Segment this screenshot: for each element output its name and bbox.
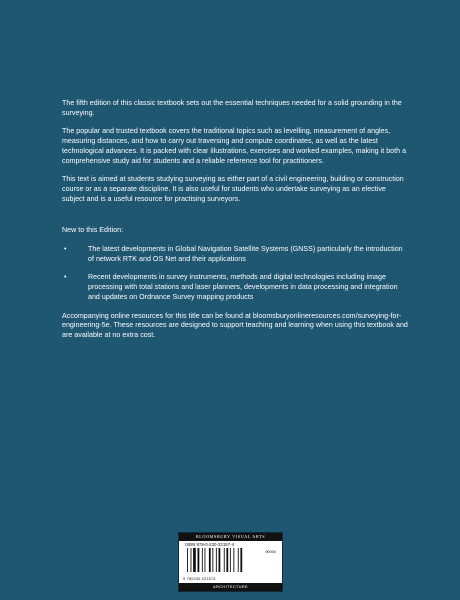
barcode-stripe <box>209 548 211 572</box>
barcode-stripe <box>219 548 221 572</box>
list-item <box>62 245 410 264</box>
intro-paragraph: The fifth edition of this classic textbook sets out the essential techniques needed for a solid grounding in the surveying. <box>62 99 402 117</box>
barcode-stripe <box>193 548 196 572</box>
barcode-panel <box>178 532 283 592</box>
list-item-text: The latest developments in Global Navigation Satellite Systems (GNSS) particularly the introduction of network RTK and OS Net and their applications <box>88 245 403 263</box>
barcode-digits: 9 780230 221574 <box>183 577 216 581</box>
list-item-text: Recent developments in survey instruments, methods and digital technologies including image processing with total stations and laser planners, developments in data processing and integration and updates on Ordnance Survey mapping products <box>88 273 398 301</box>
barcode-stripe <box>202 548 203 572</box>
barcode-stripe <box>191 548 192 572</box>
price-code: 90000 <box>265 550 276 554</box>
subject-category: ARCHITECTURE <box>179 583 282 591</box>
barcode-stripe <box>187 548 188 572</box>
back-cover-blurb <box>62 99 410 350</box>
audience-paragraph: This text is aimed at students studying surveying as either part of a civil engineering, building or construction course or as a separate discipline. It is also useful for students who undertake surveying as an elective subject and is a useful resource for practising surveyors. <box>62 175 404 203</box>
bullet-icon: • <box>64 273 67 282</box>
list-item <box>62 273 410 302</box>
barcode-area <box>183 548 278 581</box>
barcode-stripe <box>224 548 225 572</box>
barcode-stripe <box>230 548 231 572</box>
online-resources-paragraph: Accompanying online resources for this title can be found at bloomsburyonlineresources.com/surveying-for-engineering-5e. These resources are designed to support teaching and learning when using this textbook and are available at no extra cost. <box>62 311 408 339</box>
barcode-stripe <box>226 548 228 572</box>
publisher-name: BLOOMSBURY VISUAL ARTS <box>179 533 282 541</box>
new-edition-list <box>62 245 410 303</box>
isbn-label: ISBN 978-0-230-22157-4 <box>185 542 235 547</box>
barcode-stripe <box>233 548 234 572</box>
bullet-icon: • <box>64 245 67 254</box>
new-edition-heading: New to this Edition: <box>62 226 124 235</box>
barcode-bars <box>183 548 263 574</box>
barcode-stripe <box>240 548 242 572</box>
barcode-stripe <box>212 548 213 572</box>
topics-paragraph: The popular and trusted textbook covers the traditional topics such as levelling, measurement of angles, measuring distances, and how to carry out traversing and compute coordinates, as well as the latest technological advances. It is packed with clear illustrations, exercises and worked examples, making it both a comprehensive study aid for students and a reliable reference tool for practitioners. <box>62 127 407 165</box>
barcode-stripe <box>238 548 239 572</box>
barcode-stripe <box>205 548 206 572</box>
spacer <box>62 213 410 226</box>
barcode-stripe <box>198 548 200 572</box>
barcode-stripe <box>216 548 217 572</box>
